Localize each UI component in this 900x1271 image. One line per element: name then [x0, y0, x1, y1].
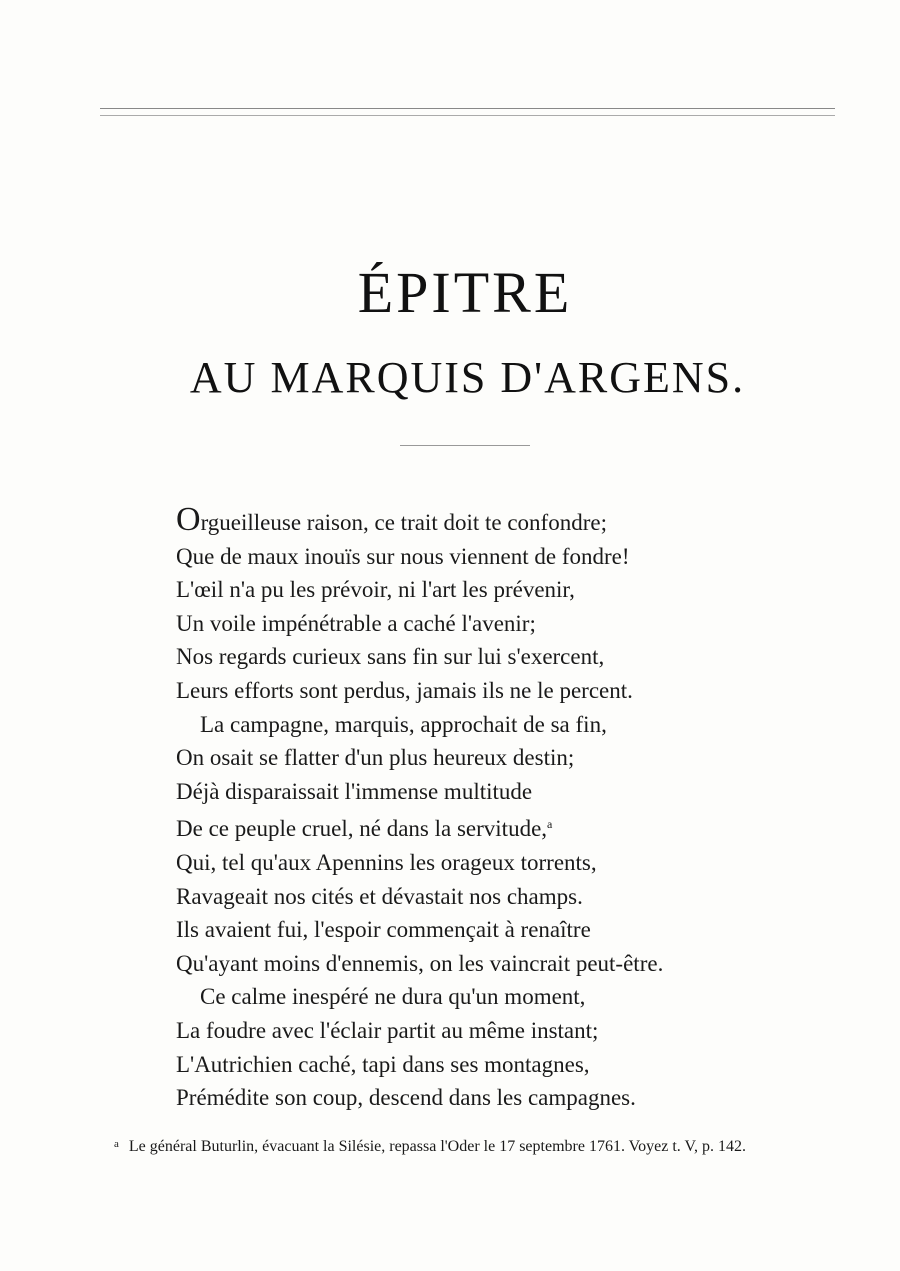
- footnote-marker: a: [114, 1138, 119, 1150]
- poem-line: Déjà disparaissait l'immense multitude: [176, 778, 533, 804]
- footnote-reference[interactable]: a: [547, 817, 553, 832]
- poem: [176, 501, 796, 1115]
- poem-line: [176, 501, 796, 540]
- poem-line: Qu'ayant moins d'ennemis, on les vaincrait peut-être.: [176, 950, 664, 976]
- poem-line: L'Autrichien caché, tapi dans ses montagnes,: [176, 1051, 590, 1077]
- poem-line: Ravageait nos cités et dévastait nos champs.: [176, 883, 583, 909]
- poem-line: [176, 808, 796, 846]
- poem-line: Prémédite son coup, descend dans les campagnes.: [176, 1085, 636, 1111]
- poem-line-text: rgueilleuse raison, ce trait doit te confondre;: [200, 510, 607, 535]
- top-rule: [100, 108, 835, 116]
- poem-line-text: De ce peuple cruel, né dans la servitude,: [176, 816, 548, 842]
- poem-line: Ils avaient fui, l'espoir commençait à renaître: [176, 917, 591, 943]
- poem-line: La foudre avec l'éclair partit au même instant;: [176, 1017, 599, 1043]
- page-subtitle: AU MARQUIS D'ARGENS.: [189, 353, 746, 402]
- poem-line: Que de maux inouïs sur nous viennent de fondre!: [176, 543, 630, 569]
- drop-cap: O: [176, 501, 201, 538]
- poem-line: Nos regards curieux sans fin sur lui s'exercent,: [176, 644, 605, 670]
- poem-line: On osait se flatter d'un plus heureux destin;: [176, 745, 575, 771]
- page-title: ÉPITRE: [357, 260, 573, 325]
- poem-line: Leurs efforts sont perdus, jamais ils ne le percent.: [176, 677, 633, 703]
- poem-line: Un voile impénétrable a caché l'avenir;: [176, 610, 536, 636]
- footnote: [86, 1132, 831, 1159]
- title-divider: [400, 445, 530, 446]
- poem-line: L'œil n'a pu les prévoir, ni l'art les prévenir,: [176, 577, 575, 603]
- poem-line: Ce calme inespéré ne dura qu'un moment,: [200, 984, 586, 1010]
- footnote-text: Le général Buturlin, évacuant la Silésie, repassa l'Oder le 17 septembre 1761. Voyez t. V, p. 142.: [128, 1138, 746, 1155]
- poem-line: La campagne, marquis, approchait de sa fin,: [200, 711, 607, 737]
- poem-line: Qui, tel qu'aux Apennins les orageux torrents,: [176, 849, 597, 875]
